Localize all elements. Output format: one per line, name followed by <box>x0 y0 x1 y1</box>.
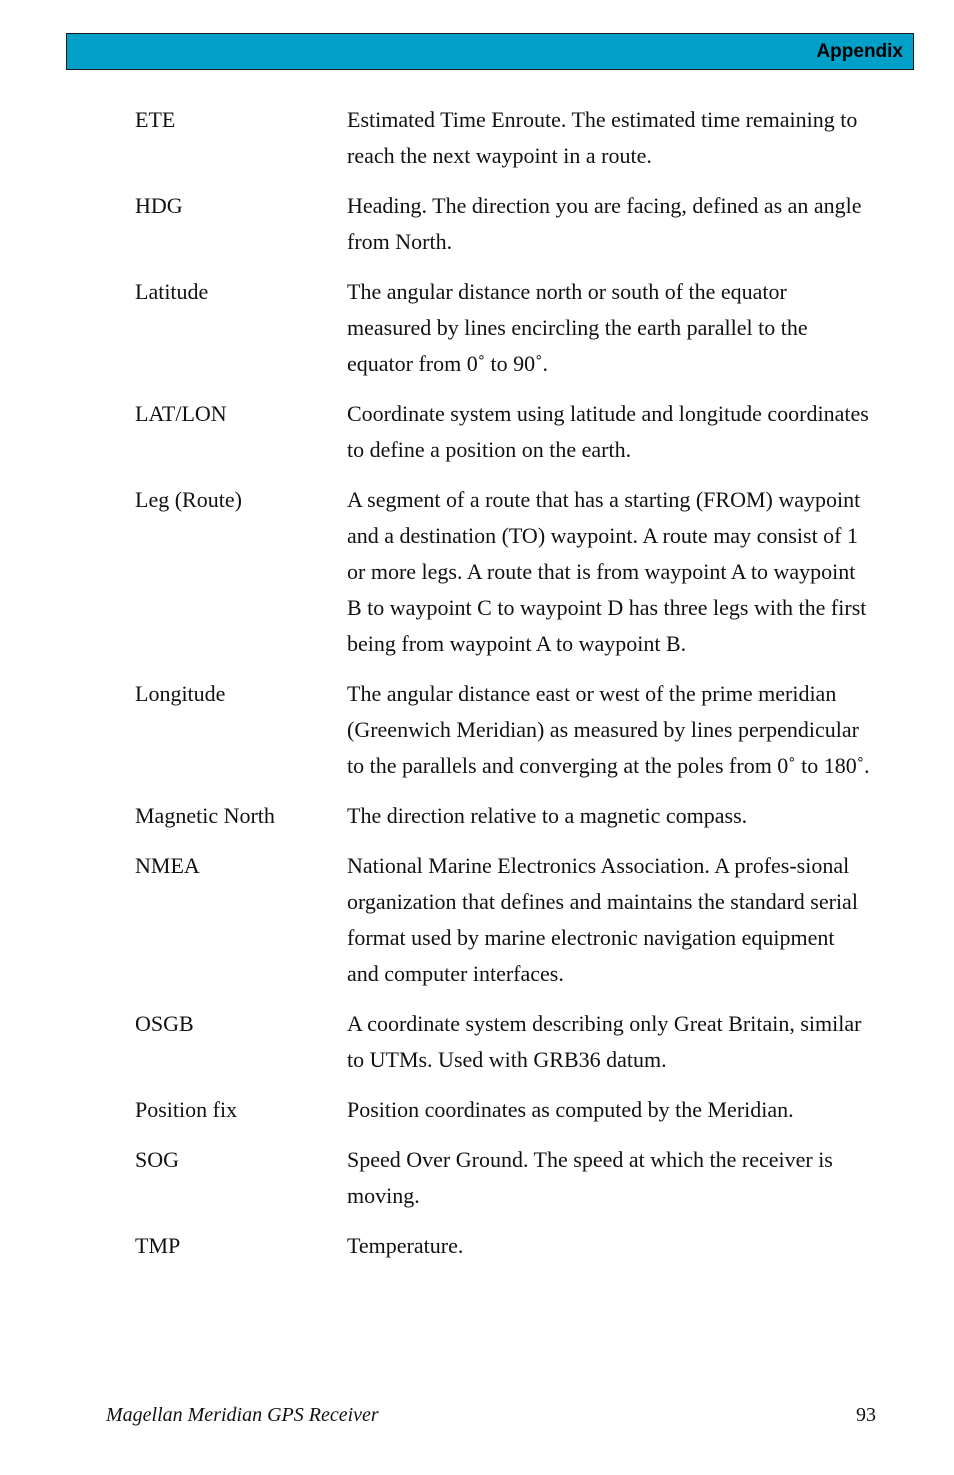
glossary-entry <box>135 798 870 834</box>
glossary-list <box>135 102 870 1278</box>
glossary-term: LAT/LON <box>135 401 227 426</box>
glossary-entry <box>135 482 870 662</box>
footer-document-title: Magellan Meridian GPS Receiver <box>106 1404 379 1426</box>
glossary-entry <box>135 1142 870 1214</box>
glossary-definition: A coordinate system describing only Great Britain, similar to UTMs. Used with GRB36 datum. <box>347 1011 862 1072</box>
glossary-definition: The direction relative to a magnetic compass. <box>347 803 748 828</box>
glossary-term: OSGB <box>135 1011 194 1036</box>
glossary-term: SOG <box>135 1147 180 1172</box>
glossary-definition: Estimated Time Enroute. The estimated time remaining to reach the next waypoint in a route. <box>347 107 858 168</box>
glossary-entry <box>135 102 870 174</box>
glossary-term: Longitude <box>135 681 226 706</box>
glossary-term: NMEA <box>135 853 200 878</box>
glossary-entry <box>135 188 870 260</box>
glossary-entry <box>135 1228 870 1264</box>
footer-page-number: 93 <box>856 1404 876 1426</box>
glossary-entry <box>135 1006 870 1078</box>
glossary-term: HDG <box>135 193 183 218</box>
glossary-definition: The angular distance east or west of the prime meridian (Greenwich Meridian) as measured by lines perpendicular to the parallels and converging at the poles from 0˚ to 180˚. <box>347 681 870 778</box>
glossary-definition: A segment of a route that has a starting (FROM) waypoint and a destination (TO) waypoint. A route may consist of 1 or more legs. A route that is from waypoint A to waypoint B to waypoint C to waypoint D has three legs with the first being from waypoint A to waypoint B. <box>347 487 867 656</box>
glossary-definition: Coordinate system using latitude and longitude coordinates to define a position on the earth. <box>347 401 869 462</box>
section-title: Appendix <box>816 41 903 62</box>
glossary-term: Magnetic North <box>135 803 275 828</box>
glossary-entry <box>135 676 870 784</box>
glossary-term: Leg (Route) <box>135 487 242 512</box>
glossary-entry <box>135 396 870 468</box>
glossary-definition: The angular distance north or south of the equator measured by lines encircling the earth parallel to the equator from 0˚ to 90˚. <box>347 279 808 376</box>
section-header-bar <box>66 33 914 70</box>
glossary-term: TMP <box>135 1233 181 1258</box>
glossary-term: ETE <box>135 107 176 132</box>
glossary-definition: National Marine Electronics Association. A profes-sional organization that defines and maintains the standard serial format used by marine electronic navigation equipment and computer interfaces. <box>347 853 858 986</box>
glossary-entry <box>135 274 870 382</box>
glossary-term: Latitude <box>135 279 209 304</box>
glossary-definition: Speed Over Ground. The speed at which the receiver is moving. <box>347 1147 833 1208</box>
glossary-entry <box>135 1092 870 1128</box>
glossary-entry <box>135 848 870 992</box>
glossary-definition: Heading. The direction you are facing, defined as an angle from North. <box>347 193 862 254</box>
glossary-definition: Position coordinates as computed by the Meridian. <box>347 1097 794 1122</box>
glossary-definition: Temperature. <box>347 1233 464 1258</box>
glossary-term: Position fix <box>135 1097 238 1122</box>
